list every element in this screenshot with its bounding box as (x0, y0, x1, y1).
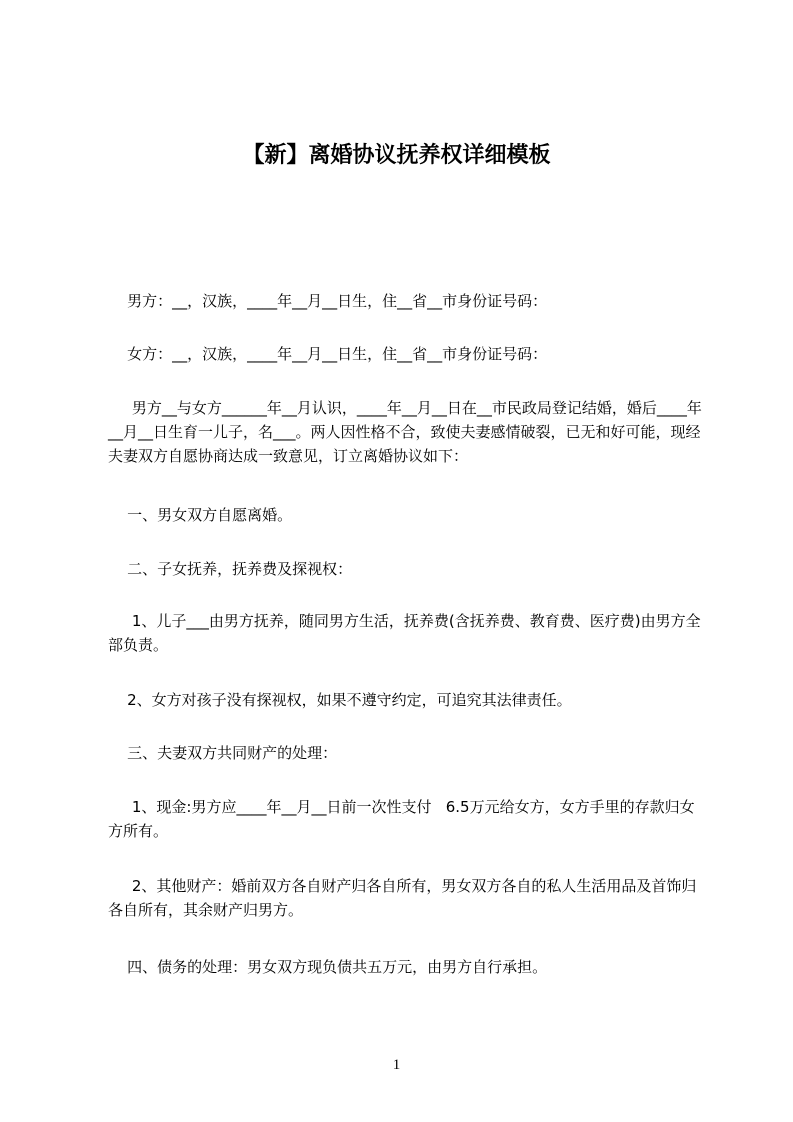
clause-2-heading-child-custody: 二、子女抚养，抚养费及探视权： (108, 560, 353, 578)
clause-3-item-1-cash: 1、现金:男方应____年__月__日前一次性支付 6.5万元给女方，女方手里的存款归女方所有。 (108, 798, 695, 840)
page-title: 【新】离婚协议抚养权详细模板 (242, 143, 551, 168)
clause-3-item-2-other-property: 2、其他财产：婚前双方各自财产归各自所有，男女双方各自的私人生活用品及首饰归各自所有，其余财产归男方。 (108, 877, 697, 919)
clause-1-voluntary-divorce: 一、男女双方自愿离婚。 (108, 506, 293, 524)
page-number: 1 (392, 1057, 401, 1073)
clause-3-heading-property: 三、夫妻双方共同财产的处理： (108, 744, 338, 762)
paragraph-male-party-info: 男方：__，汉族，____年__月__日生，住__省__市身份证号码： (108, 292, 548, 310)
clause-2-item-1-custody: 1、儿子___由男方抚养，随同男方生活，抚养费(含抚养费、教育费、医疗费)由男方全部负责。 (108, 612, 701, 654)
clause-2-item-2-visitation: 2、女方对孩子没有探视权，如果不遵守约定，可追究其法律责任。 (108, 691, 572, 709)
clause-4-debts: 四、债务的处理：男女双方现负债共五万元，由男方自行承担。 (108, 958, 548, 976)
paragraph-marriage-background: 男方__与女方______年__月认识，____年__月__日在__市民政局登记结婚，婚后____年__月__日生育一儿子，名___。两人因性格不合，致使夫妻感情破裂，已无和好可能，现经夫妻双方自愿协商达成一致意见，订立离婚协议如下： (108, 399, 702, 465)
paragraph-female-party-info: 女方：__，汉族，____年__月__日生，住__省__市身份证号码： (108, 345, 548, 363)
